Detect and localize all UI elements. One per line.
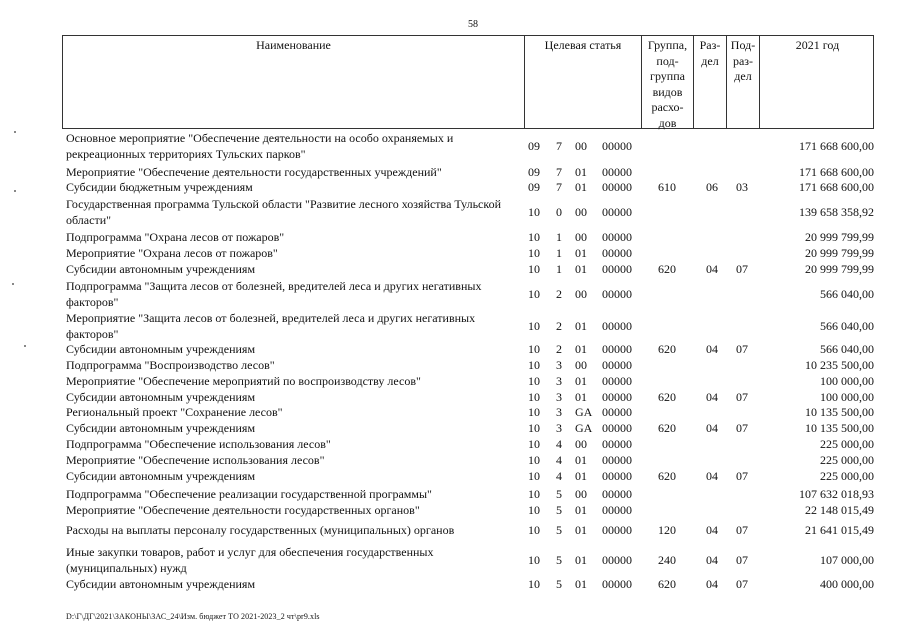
subsection-code: 07 (736, 390, 748, 404)
code-program: 10 (528, 469, 540, 483)
row-name: Субсидии автономным учреждениям (66, 577, 256, 591)
code-subprogram: 7 (556, 180, 562, 194)
table-row (0, 230, 905, 245)
section-code: 04 (706, 523, 718, 537)
code-subprogram: 2 (556, 319, 562, 333)
code-program: 10 (528, 230, 540, 244)
row-name: Региональный проект "Сохранение лесов" (66, 405, 283, 419)
table-row (0, 577, 905, 592)
amount-2021: 10 135 500,00 (805, 421, 874, 435)
amount-2021: 100 000,00 (820, 390, 874, 404)
code-event: 01 (575, 180, 587, 194)
code-direction: 00000 (602, 469, 632, 483)
expense-group: 620 (658, 262, 676, 276)
code-subprogram: 5 (556, 487, 562, 501)
section-code: 04 (706, 342, 718, 356)
code-event: 00 (575, 358, 587, 372)
scan-mark (14, 190, 16, 192)
code-event: GA (575, 405, 593, 419)
subsection-code: 07 (736, 469, 748, 483)
code-subprogram: 5 (556, 523, 562, 537)
subsection-code: 07 (736, 421, 748, 435)
amount-2021: 400 000,00 (820, 577, 874, 591)
code-direction: 00000 (602, 180, 632, 194)
code-program: 09 (528, 139, 540, 153)
amount-2021: 566 040,00 (820, 342, 874, 356)
table-row (0, 437, 905, 452)
header-subsection: Под- раз- дел (726, 36, 759, 128)
amount-2021: 107 000,00 (820, 553, 874, 567)
row-name: Мероприятие "Обеспечение деятельности государственных органов" (66, 503, 420, 517)
code-program: 10 (528, 487, 540, 501)
table-row (0, 469, 905, 484)
page-number: 58 (468, 19, 478, 30)
table-row (0, 390, 905, 405)
table-row (0, 342, 905, 357)
code-event: 00 (575, 205, 587, 219)
amount-2021: 171 668 600,00 (799, 165, 874, 179)
section-code: 04 (706, 553, 718, 567)
subsection-code: 07 (736, 342, 748, 356)
amount-2021: 225 000,00 (820, 469, 874, 483)
table-row (0, 358, 905, 373)
code-event: 01 (575, 523, 587, 537)
code-program: 10 (528, 577, 540, 591)
code-program: 09 (528, 180, 540, 194)
table-row (0, 279, 905, 310)
table-row (0, 262, 905, 277)
header-year: 2021 год (759, 36, 875, 128)
code-subprogram: 4 (556, 453, 562, 467)
expense-group: 620 (658, 469, 676, 483)
code-subprogram: 4 (556, 437, 562, 451)
amount-2021: 22 148 015,49 (805, 503, 874, 517)
table-row (0, 487, 905, 502)
subsection-code: 03 (736, 180, 748, 194)
code-direction: 00000 (602, 553, 632, 567)
code-direction: 00000 (602, 342, 632, 356)
code-program: 10 (528, 523, 540, 537)
subsection-code: 07 (736, 553, 748, 567)
code-program: 09 (528, 165, 540, 179)
code-direction: 00000 (602, 358, 632, 372)
table-row (0, 180, 905, 195)
row-name: Расходы на выплаты персоналу государственных (муниципальных) органов (66, 523, 455, 537)
amount-2021: 20 999 799,99 (805, 230, 874, 244)
code-event: 00 (575, 287, 587, 301)
code-program: 10 (528, 503, 540, 517)
code-direction: 00000 (602, 205, 632, 219)
scan-mark (24, 345, 26, 347)
section-code: 06 (706, 180, 718, 194)
code-subprogram: 1 (556, 262, 562, 276)
code-direction: 00000 (602, 165, 632, 179)
code-subprogram: 3 (556, 390, 562, 404)
row-name: Субсидии автономным учреждениям (66, 262, 256, 276)
code-event: 01 (575, 374, 587, 388)
row-name: Субсидии автономным учреждениям (66, 390, 256, 404)
code-program: 10 (528, 374, 540, 388)
code-direction: 00000 (602, 374, 632, 388)
code-subprogram: 3 (556, 405, 562, 419)
code-event: 01 (575, 577, 587, 591)
code-event: 01 (575, 165, 587, 179)
code-subprogram: 5 (556, 503, 562, 517)
code-event: 00 (575, 139, 587, 153)
scan-mark (14, 131, 16, 133)
code-event: 01 (575, 246, 587, 260)
row-name: Субсидии автономным учреждениям (66, 469, 256, 483)
code-program: 10 (528, 390, 540, 404)
table-row (0, 453, 905, 468)
amount-2021: 100 000,00 (820, 374, 874, 388)
table-row (0, 545, 905, 576)
row-name: Субсидии автономным учреждениям (66, 421, 256, 435)
table-row (0, 503, 905, 518)
section-code: 04 (706, 577, 718, 591)
subsection-code: 07 (736, 577, 748, 591)
code-direction: 00000 (602, 390, 632, 404)
code-direction: 00000 (602, 319, 632, 333)
file-path-footer: D:\Г\ДГ\2021\ЗАКОНЫ\ЗАС_24\Изм. бюджет ТО 2021-2023_2 чт\pr9.xls (66, 612, 320, 621)
code-event: GA (575, 421, 593, 435)
code-event: 00 (575, 230, 587, 244)
row-name: Мероприятие "Охрана лесов от пожаров" (66, 246, 278, 260)
code-subprogram: 0 (556, 205, 562, 219)
section-code: 04 (706, 469, 718, 483)
row-name: Подпрограмма "Охрана лесов от пожаров" (66, 230, 285, 244)
section-code: 04 (706, 390, 718, 404)
code-program: 10 (528, 358, 540, 372)
code-direction: 00000 (602, 405, 632, 419)
code-event: 01 (575, 503, 587, 517)
row-name: Подпрограмма "Воспроизводство лесов" (66, 358, 275, 372)
code-event: 01 (575, 319, 587, 333)
row-name: Основное мероприятие "Обеспечение деятельности на особо охраняемых и рекреационных территориях Тульских парков" (66, 131, 454, 161)
table-header (62, 35, 874, 129)
code-event: 01 (575, 342, 587, 356)
amount-2021: 20 999 799,99 (805, 262, 874, 276)
code-program: 10 (528, 421, 540, 435)
subsection-code: 07 (736, 262, 748, 276)
amount-2021: 225 000,00 (820, 437, 874, 451)
amount-2021: 20 999 799,99 (805, 246, 874, 260)
code-program: 10 (528, 405, 540, 419)
code-event: 00 (575, 487, 587, 501)
code-program: 10 (528, 205, 540, 219)
code-direction: 00000 (602, 139, 632, 153)
row-name: Мероприятие "Защита лесов от болезней, вредителей леса и других негативных факторов" (66, 311, 476, 341)
code-subprogram: 5 (556, 577, 562, 591)
expense-group: 620 (658, 342, 676, 356)
code-direction: 00000 (602, 421, 632, 435)
code-program: 10 (528, 319, 540, 333)
row-name: Субсидии автономным учреждениям (66, 342, 256, 356)
subsection-code: 07 (736, 523, 748, 537)
code-direction: 00000 (602, 287, 632, 301)
expense-group: 120 (658, 523, 676, 537)
code-event: 01 (575, 262, 587, 276)
table-row (0, 131, 905, 162)
code-subprogram: 3 (556, 421, 562, 435)
code-direction: 00000 (602, 437, 632, 451)
code-subprogram: 7 (556, 139, 562, 153)
code-program: 10 (528, 553, 540, 567)
table-row (0, 421, 905, 436)
code-subprogram: 3 (556, 358, 562, 372)
table-row (0, 311, 905, 342)
code-direction: 00000 (602, 246, 632, 260)
code-subprogram: 1 (556, 246, 562, 260)
code-event: 01 (575, 390, 587, 404)
table-row (0, 374, 905, 389)
code-event: 01 (575, 469, 587, 483)
code-program: 10 (528, 342, 540, 356)
code-direction: 00000 (602, 503, 632, 517)
table-row (0, 165, 905, 180)
amount-2021: 139 658 358,92 (799, 205, 874, 219)
code-subprogram: 5 (556, 553, 562, 567)
code-program: 10 (528, 262, 540, 276)
code-event: 01 (575, 553, 587, 567)
amount-2021: 566 040,00 (820, 319, 874, 333)
row-name: Субсидии бюджетным учреждениям (66, 180, 253, 194)
section-code: 04 (706, 421, 718, 435)
row-name: Мероприятие "Обеспечение деятельности государственных учреждений" (66, 165, 442, 179)
code-direction: 00000 (602, 262, 632, 276)
table-row (0, 405, 905, 420)
expense-group: 610 (658, 180, 676, 194)
code-program: 10 (528, 287, 540, 301)
scan-mark (12, 283, 14, 285)
amount-2021: 10 235 500,00 (805, 358, 874, 372)
expense-group: 620 (658, 577, 676, 591)
row-name: Подпрограмма "Обеспечение использования лесов" (66, 437, 331, 451)
header-group: Группа, под- группа видов расхо- дов (641, 36, 693, 128)
row-name: Подпрограмма "Защита лесов от болезней, вредителей леса и других негативных факторов" (66, 279, 482, 309)
table-row (0, 246, 905, 261)
code-subprogram: 3 (556, 374, 562, 388)
code-subprogram: 2 (556, 287, 562, 301)
table-row (0, 197, 905, 228)
amount-2021: 225 000,00 (820, 453, 874, 467)
header-name: Наименование (256, 38, 331, 52)
amount-2021: 171 668 600,00 (799, 180, 874, 194)
code-program: 10 (528, 437, 540, 451)
code-subprogram: 7 (556, 165, 562, 179)
code-subprogram: 1 (556, 230, 562, 244)
amount-2021: 10 135 500,00 (805, 405, 874, 419)
code-event: 01 (575, 453, 587, 467)
code-program: 10 (528, 246, 540, 260)
row-name: Мероприятие "Обеспечение мероприятий по воспроизводству лесов" (66, 374, 421, 388)
amount-2021: 21 641 015,49 (805, 523, 874, 537)
code-direction: 00000 (602, 230, 632, 244)
expense-group: 620 (658, 390, 676, 404)
code-direction: 00000 (602, 523, 632, 537)
code-direction: 00000 (602, 577, 632, 591)
code-direction: 00000 (602, 487, 632, 501)
code-direction: 00000 (602, 453, 632, 467)
row-name: Государственная программа Тульской области "Развитие лесного хозяйства Тульской области" (66, 197, 502, 227)
row-name: Подпрограмма "Обеспечение реализации государственной программы" (66, 487, 432, 501)
header-target: Целевая статья (524, 36, 641, 128)
expense-group: 620 (658, 421, 676, 435)
expense-group: 240 (658, 553, 676, 567)
header-section: Раз- дел (693, 36, 726, 128)
row-name: Мероприятие "Обеспечение использования лесов" (66, 453, 325, 467)
amount-2021: 107 632 018,93 (799, 487, 874, 501)
code-event: 00 (575, 437, 587, 451)
code-program: 10 (528, 453, 540, 467)
code-subprogram: 4 (556, 469, 562, 483)
amount-2021: 171 668 600,00 (799, 139, 874, 153)
amount-2021: 566 040,00 (820, 287, 874, 301)
row-name: Иные закупки товаров, работ и услуг для обеспечения государственных (муниципальных) нужд (66, 545, 434, 575)
section-code: 04 (706, 262, 718, 276)
table-row (0, 523, 905, 538)
code-subprogram: 2 (556, 342, 562, 356)
